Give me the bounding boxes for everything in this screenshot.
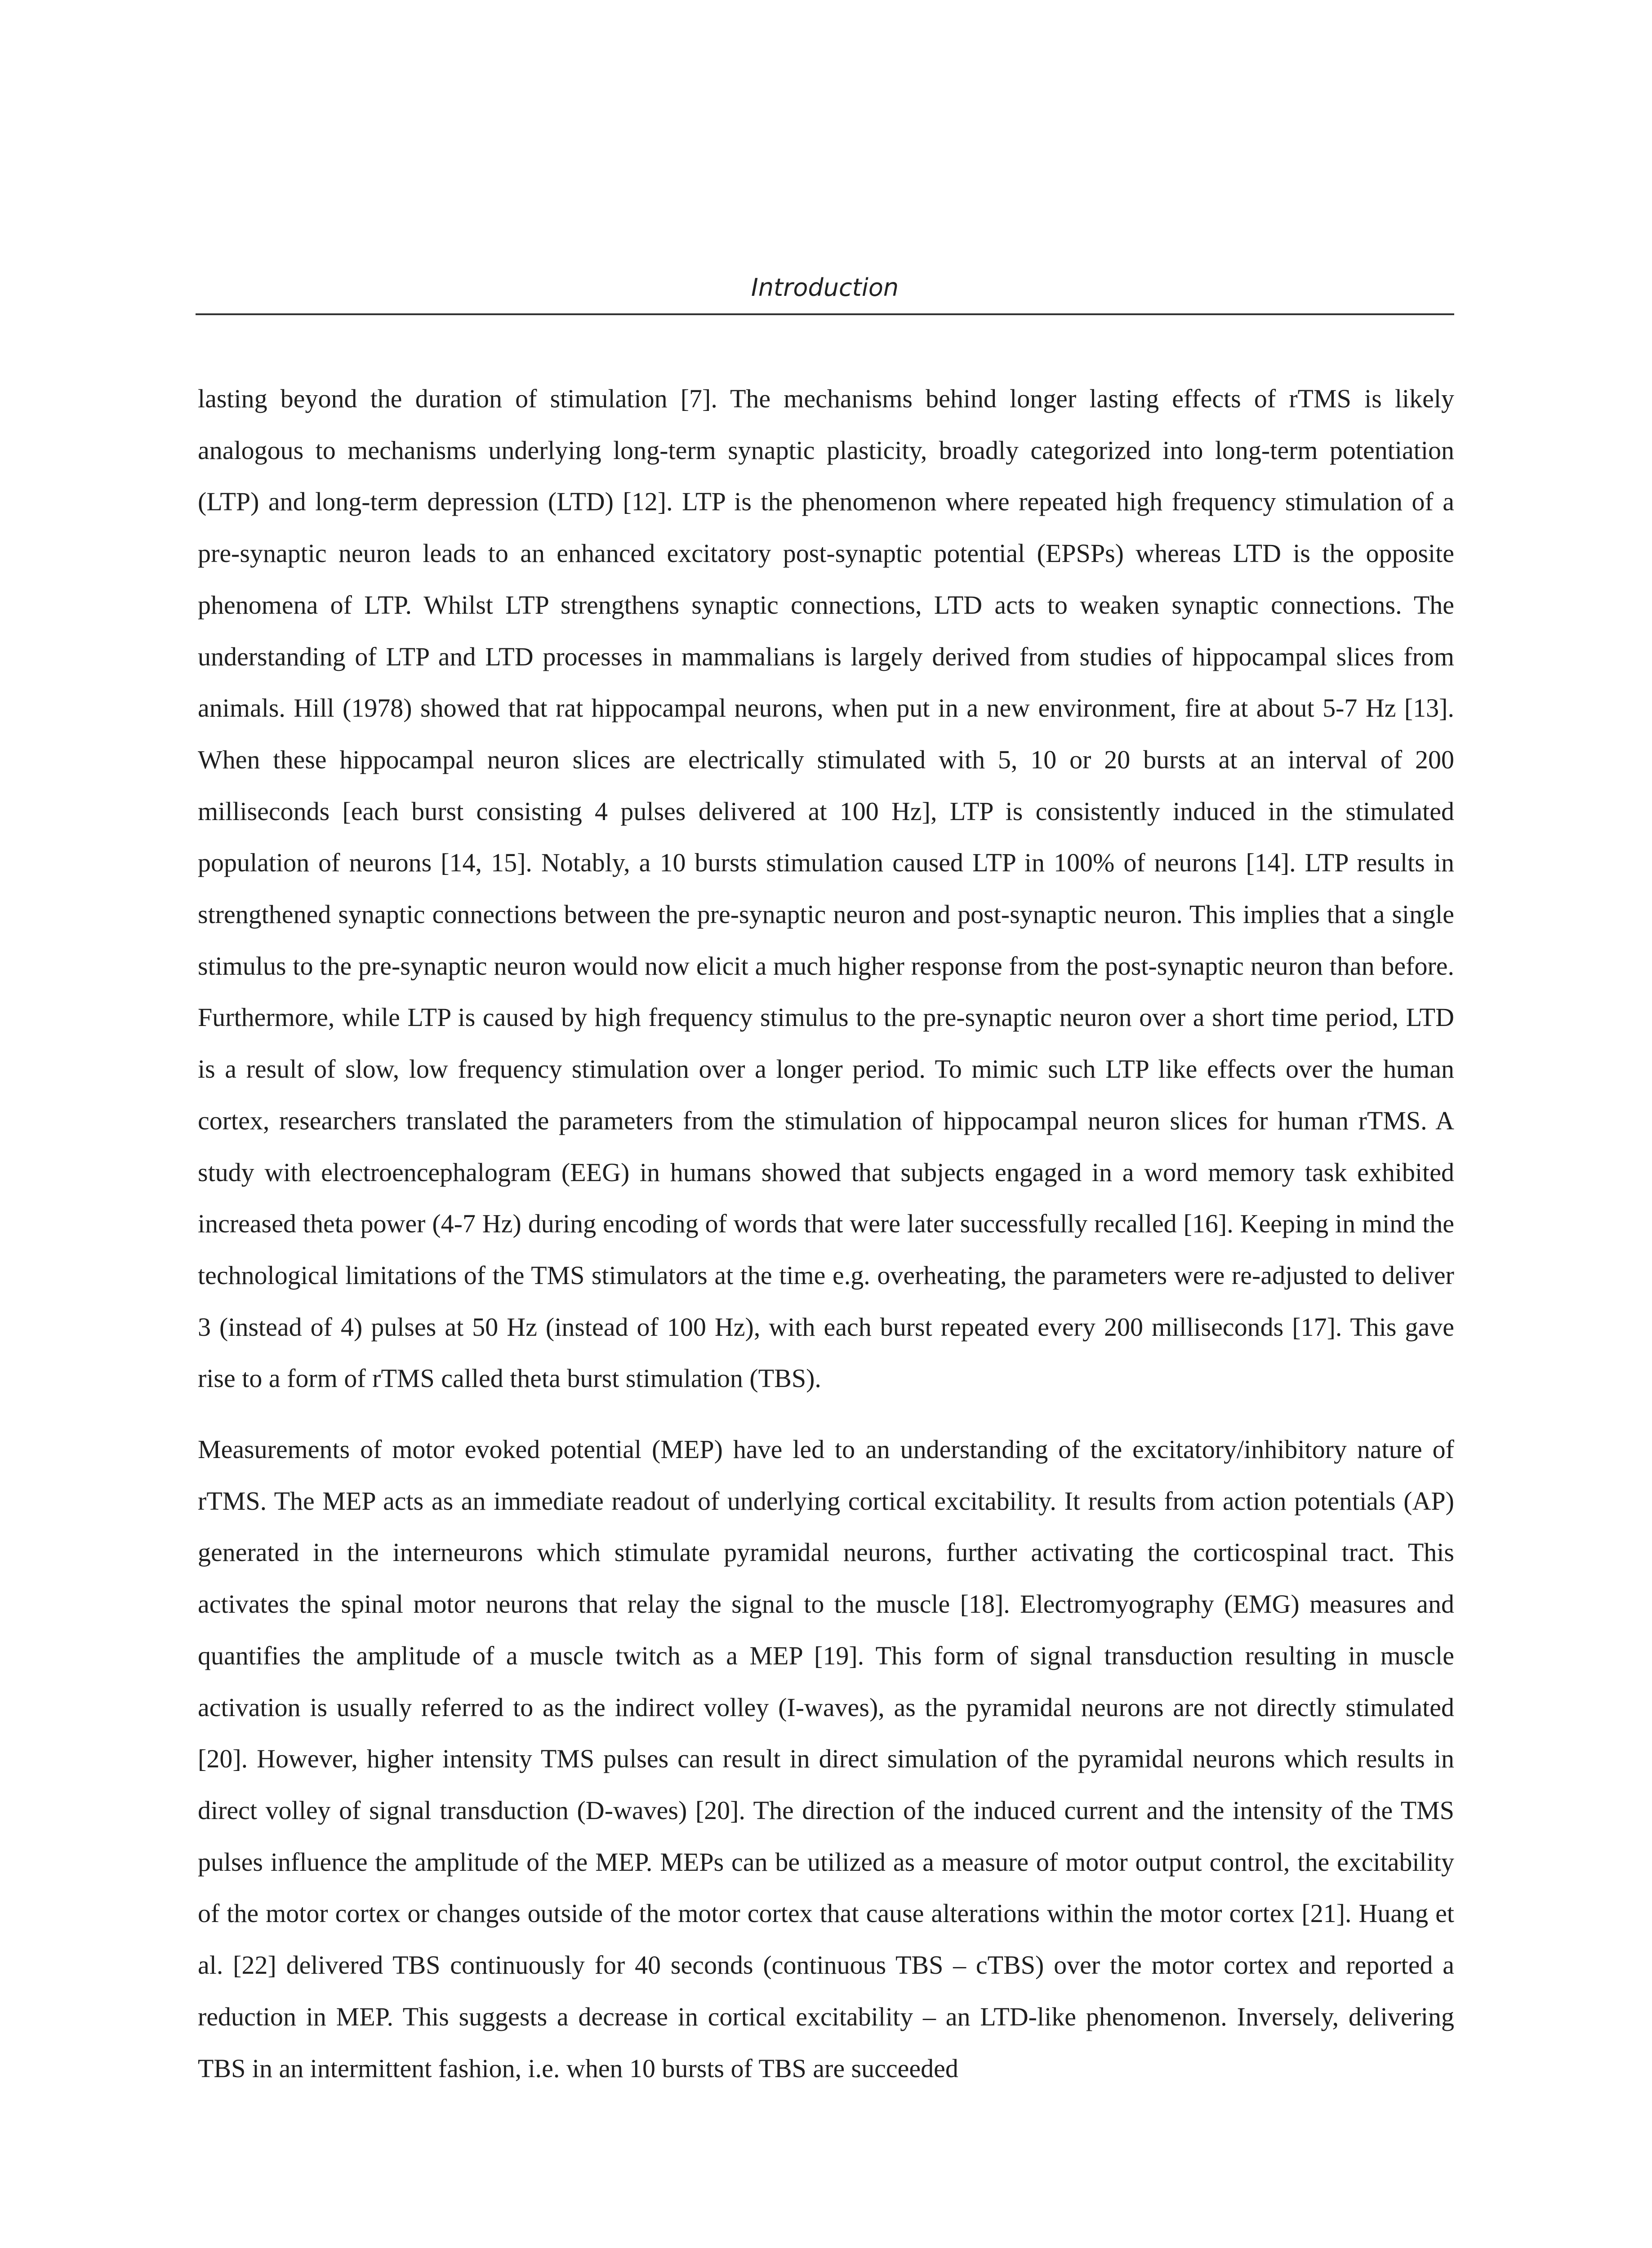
paragraph: Measurements of motor evoked potential (MEP) have led to an understanding of the excitatory/inhibitory nature of rTMS. The MEP acts as an immediate readout of underlying cortical excitability. It results from action potentials (AP) generated in the interneurons which stimulate pyramidal neurons, further activating the corticospinal tract. This activates the spinal motor neurons that relay the signal to the muscle [18]. Electromyography (EMG) measures and quantifies the amplitude of a muscle twitch as a MEP [19]. This form of signal transduction resulting in muscle activation is usually referred to as the indirect volley (I-waves), as the pyramidal neurons are not directly stimulated [20]. However, higher intensity TMS pulses can result in direct simulation of the pyramidal neurons which results in direct volley of signal transduction (D-waves) [20]. The direction of the induced current and the intensity of the TMS pulses influence the amplitude of the MEP. MEPs can be utilized as a measure of motor output control, the excitability of the motor cortex or changes outside of the motor cortex that cause alterations within the motor cortex [21]. Huang et al. [22] delivered TBS continuously for 40 seconds (continuous TBS – cTBS) over the motor cortex and reported a reduction in MEP. This suggests a decrease in cortical excitability – an LTD-like phenomenon. Inversely, delivering TBS in an intermittent fashion, i.e. when 10 bursts of TBS are succeeded [198, 1435, 1454, 2083]
header-rule [196, 313, 1454, 315]
paragraph: lasting beyond the duration of stimulation [7]. The mechanisms behind longer lasting effects of rTMS is likely analogous to mechanisms underlying long-term synaptic plasticity, broadly categorized into long-term potentiation (LTP) and long-term depression (LTD) [12]. LTP is the phenomenon where repeated high frequency stimulation of a pre-synaptic neuron leads to an enhanced excitatory post-synaptic potential (EPSPs) whereas LTD is the opposite phenomena of LTP. Whilst LTP strengthens synaptic connections, LTD acts to weaken synaptic connections. The understanding of LTP and LTD processes in mammalians is largely derived from studies of hippocampal slices from animals. Hill (1978) showed that rat hippocampal neurons, when put in a new environment, fire at about 5-7 Hz [13]. When these hippocampal neuron slices are electrically stimulated with 5, 10 or 20 bursts at an interval of 200 milliseconds [each burst consisting 4 pulses delivered at 100 Hz], LTP is consistently induced in the stimulated population of neurons [14, 15]. Notably, a 10 bursts stimulation caused LTP in 100% of neurons [14]. LTP results in strengthened synaptic connections between the pre-synaptic neuron and post-synaptic neuron. This implies that a single stimulus to the pre-synaptic neuron would now elicit a much higher response from the post-synaptic neuron than before. Furthermore, while LTP is caused by high frequency stimulus to the pre-synaptic neuron over a short time period, LTD is a result of slow, low frequency stimulation over a longer period. To mimic such LTP like effects over the human cortex, researchers translated the parameters from the stimulation of hippocampal neuron slices for human rTMS. A study with electroencephalogram (EEG) in humans showed that subjects engaged in a word memory task exhibited increased theta power (4-7 Hz) during encoding of words that were later successfully recalled [16]. Keeping in mind the technological limitations of the TMS stimulators at the time e.g. overheating, the parameters were re-adjusted to deliver 3 (instead of 4) pulses at 50 Hz (instead of 100 Hz), with each burst repeated every 200 milliseconds [17]. This gave rise to a form of rTMS called theta burst stimulation (TBS). [198, 384, 1454, 1393]
body-text [198, 373, 1454, 2094]
running-header: Introduction [751, 273, 899, 302]
